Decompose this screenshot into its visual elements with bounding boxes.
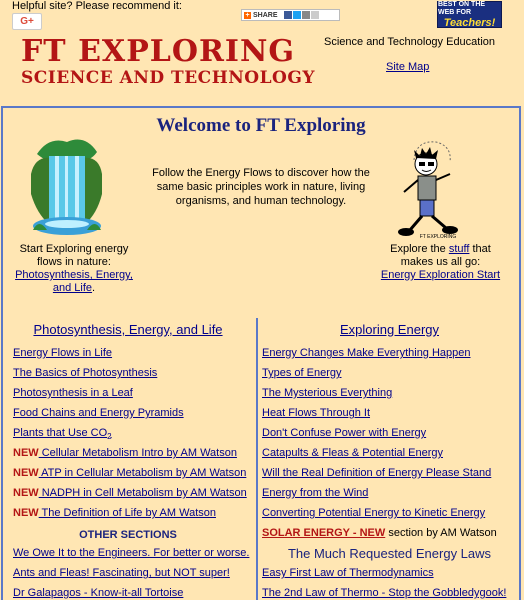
other-link[interactable]: Dr Galapagos - Know-it-all Tortoise	[13, 587, 184, 599]
page-title: Welcome to FT Exploring	[156, 115, 366, 136]
right-link[interactable]: Heat Flows Through It	[262, 407, 371, 419]
right-link[interactable]: The Mysterious Everything	[262, 387, 393, 399]
energy-laws-heading: The Much Requested Energy Laws	[287, 546, 492, 561]
badge-line2: Teachers!	[443, 16, 496, 29]
other-link[interactable]: Ants and Fleas! Fascinating, but NOT super!	[13, 567, 230, 579]
right-link[interactable]: Energy from the Wind	[262, 487, 369, 499]
google-plus-button[interactable]: G+	[12, 13, 42, 30]
energy-boy-cartoon[interactable]	[386, 134, 468, 242]
left-link[interactable]: Photosynthesis in a Leaf	[13, 387, 133, 399]
other-sections-heading: OTHER SECTIONS	[79, 529, 177, 541]
column-divider	[256, 318, 258, 600]
recommend-text: Helpful site? Please recommend it:	[12, 0, 182, 12]
twitter-icon	[293, 11, 301, 19]
left-link[interactable]: Energy Flows in Life	[13, 347, 113, 359]
new-item	[13, 444, 253, 464]
share-button[interactable]	[241, 9, 340, 21]
logo-title[interactable]: FT EXPLORING	[21, 34, 296, 69]
right-link[interactable]: Don't Confuse Power with Energy	[262, 427, 427, 439]
solar-energy-rest: section by AM Watson	[385, 527, 497, 539]
share-label: SHARE	[253, 11, 278, 19]
new-tag: NEW	[13, 487, 39, 499]
law-link[interactable]: Easy First Law of Thermodynamics	[262, 567, 434, 579]
cartoon-label: FT EXPLORING	[419, 234, 457, 240]
right-link[interactable]: Catapults & Fleas & Potential Energy	[262, 447, 443, 459]
left-caption-text: Start Exploring energy flows in nature:	[19, 243, 129, 268]
right-caption	[373, 243, 508, 282]
right-link[interactable]: Will the Real Definition of Energy Please Stand	[262, 467, 492, 479]
new-item-link[interactable]: Cellular Metabolism Intro by AM Watson	[38, 447, 237, 459]
left-link[interactable]: Food Chains and Energy Pyramids	[13, 407, 184, 419]
left-column	[13, 320, 253, 600]
solar-energy-link[interactable]: SOLAR ENERGY - NEW	[262, 527, 386, 539]
new-item	[13, 504, 253, 524]
main-panel	[1, 106, 521, 600]
photosynthesis-heading-link[interactable]: Photosynthesis, Energy, and Life	[33, 322, 223, 337]
new-tag: NEW	[13, 467, 39, 479]
right-caption-pre: Explore the	[390, 243, 449, 255]
plus-icon: +	[245, 11, 250, 19]
right-link[interactable]: Energy Changes Make Everything Happen	[262, 347, 471, 359]
energy-exploration-start-link[interactable]: Energy Exploration Start	[380, 269, 501, 281]
new-item-link[interactable]: The Definition of Life by AM Watson	[38, 507, 216, 519]
right-link[interactable]: Converting Potential Energy to Kinetic Energy	[262, 507, 486, 519]
photosynthesis-link[interactable]: Photosynthesis, Energy, and Life	[15, 269, 133, 294]
left-link[interactable]: The Basics of Photosynthesis	[13, 367, 158, 379]
right-link[interactable]: Types of Energy	[262, 367, 342, 379]
badge-line1: BEST ON THE WEB FOR	[438, 0, 486, 16]
other-link[interactable]: We Owe It to the Engineers. For better or worse.	[13, 547, 250, 559]
intro-text: Follow the Energy Flows to discover how the same basic principles work in nature, living organisms, and human technology.	[152, 167, 370, 207]
exploring-energy-heading-link[interactable]: Exploring Energy	[340, 322, 439, 337]
best-on-web-badge[interactable]	[437, 1, 502, 28]
more-icon	[311, 11, 319, 19]
left-caption	[13, 243, 135, 295]
facebook-icon	[284, 11, 292, 19]
new-item	[13, 464, 253, 484]
co2-plants-link[interactable]	[13, 424, 253, 444]
social-icons	[284, 11, 319, 19]
email-icon	[302, 11, 310, 19]
new-tag: NEW	[13, 507, 39, 519]
new-item	[13, 484, 253, 504]
solar-energy-item	[262, 524, 517, 544]
new-item-link[interactable]: ATP in Cellular Metabolism by AM Watson	[38, 467, 247, 479]
co2-subscript: 2	[107, 432, 112, 442]
co2-link-text: Plants that Use CO	[13, 427, 108, 439]
site-map-link[interactable]: Site Map	[386, 61, 430, 73]
right-column	[262, 320, 517, 600]
stuff-link[interactable]: stuff	[448, 243, 470, 255]
law-link[interactable]: The 2nd Law of Thermo - Stop the Gobbledygook!	[262, 587, 507, 599]
site-tagline: Science and Technology Education	[324, 36, 496, 48]
logo-subtitle[interactable]: SCIENCE AND TECHNOLOGY	[21, 68, 316, 88]
new-tag: NEW	[13, 447, 39, 459]
left-caption-end: .	[92, 282, 96, 294]
right-caption-post: that makes us all go:	[400, 243, 491, 268]
new-item-link[interactable]: NADPH in Cell Metabolism by AM Watson	[38, 487, 247, 499]
waterfall-image[interactable]	[29, 134, 104, 238]
